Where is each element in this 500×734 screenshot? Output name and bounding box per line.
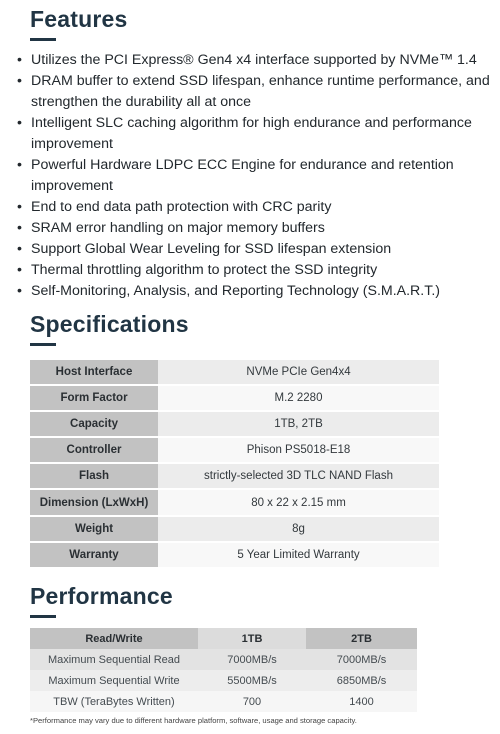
performance-footnote: *Performance may vary due to different hardware platform, software, usage and storage capacity.: [30, 716, 357, 725]
bullet-icon: •: [17, 52, 22, 68]
feature-text: Powerful Hardware LDPC ECC Engine for endurance and retention improvement: [31, 157, 454, 194]
performance-row: [30, 649, 417, 670]
performance-row: [30, 670, 417, 691]
performance-value-2tb: 7000MB/s: [306, 649, 417, 670]
feature-item: [14, 260, 494, 281]
performance-header-1tb: 1TB: [198, 628, 306, 649]
spec-value: strictly-selected 3D TLC NAND Flash: [158, 463, 439, 489]
specifications-table: [30, 360, 439, 569]
performance-header-row: [30, 628, 417, 649]
bullet-icon: •: [17, 199, 22, 215]
spec-label: Host Interface: [30, 360, 158, 385]
spec-row: [30, 437, 439, 463]
performance-value-1tb: 700: [198, 691, 306, 712]
spec-label: Capacity: [30, 411, 158, 437]
bullet-icon: •: [17, 262, 22, 278]
feature-text: SRAM error handling on major memory buffers: [31, 220, 325, 236]
performance-heading-underline: [30, 615, 56, 618]
performance-table: [30, 628, 417, 712]
spec-value: 80 x 22 x 2.15 mm: [158, 489, 439, 515]
feature-text: End to end data path protection with CRC parity: [31, 199, 332, 215]
feature-text: Intelligent SLC caching algorithm for high endurance and performance improvement: [31, 115, 472, 152]
performance-heading: Performance: [30, 583, 173, 609]
feature-text: Self-Monitoring, Analysis, and Reporting Technology (S.M.A.R.T.): [31, 283, 440, 299]
bullet-icon: •: [17, 220, 22, 236]
spec-value: Phison PS5018-E18: [158, 437, 439, 463]
performance-value-1tb: 7000MB/s: [198, 649, 306, 670]
spec-row: [30, 463, 439, 489]
spec-label: Weight: [30, 516, 158, 542]
feature-item: [14, 155, 494, 197]
feature-text: Utilizes the PCI Express® Gen4 x4 interface supported by NVMe™ 1.4: [31, 52, 477, 68]
spec-label: Controller: [30, 437, 158, 463]
performance-header-2tb: 2TB: [306, 628, 417, 649]
features-heading-underline: [30, 38, 56, 41]
performance-metric: Maximum Sequential Read: [30, 649, 198, 670]
performance-metric: Maximum Sequential Write: [30, 670, 198, 691]
feature-item: [14, 218, 494, 239]
feature-text: DRAM buffer to extend SSD lifespan, enhance runtime performance, and strengthen the durability all at once: [31, 73, 490, 110]
performance-value-2tb: 6850MB/s: [306, 670, 417, 691]
specifications-heading: Specifications: [30, 311, 189, 337]
spec-value: 8g: [158, 516, 439, 542]
spec-value: 1TB, 2TB: [158, 411, 439, 437]
performance-metric: TBW (TeraBytes Written): [30, 691, 198, 712]
spec-label: Warranty: [30, 542, 158, 568]
bullet-icon: •: [17, 241, 22, 257]
spec-row: [30, 411, 439, 437]
feature-item: [14, 239, 494, 260]
spec-row: [30, 360, 439, 385]
specifications-heading-underline: [30, 343, 56, 346]
performance-header-readwrite: Read/Write: [30, 628, 198, 649]
spec-row: [30, 516, 439, 542]
bullet-icon: •: [17, 115, 22, 131]
feature-text: Support Global Wear Leveling for SSD lifespan extension: [31, 241, 392, 257]
bullet-icon: •: [17, 283, 22, 299]
features-heading: Features: [30, 6, 128, 32]
spec-row: [30, 489, 439, 515]
feature-item: [14, 113, 494, 155]
feature-item: [14, 197, 494, 218]
feature-item: [14, 50, 494, 71]
spec-row: [30, 542, 439, 568]
bullet-icon: •: [17, 157, 22, 173]
spec-label: Flash: [30, 463, 158, 489]
spec-value: 5 Year Limited Warranty: [158, 542, 439, 568]
bullet-icon: •: [17, 73, 22, 89]
feature-text: Thermal throttling algorithm to protect the SSD integrity: [31, 262, 378, 278]
spec-label: Form Factor: [30, 385, 158, 411]
spec-value: NVMe PCIe Gen4x4: [158, 360, 439, 385]
spec-value: M.2 2280: [158, 385, 439, 411]
performance-row: [30, 691, 417, 712]
performance-value-2tb: 1400: [306, 691, 417, 712]
feature-item: [14, 281, 494, 302]
spec-label: Dimension (LxWxH): [30, 489, 158, 515]
spec-row: [30, 385, 439, 411]
feature-item: [14, 71, 494, 113]
performance-value-1tb: 5500MB/s: [198, 670, 306, 691]
features-list: [14, 50, 494, 302]
